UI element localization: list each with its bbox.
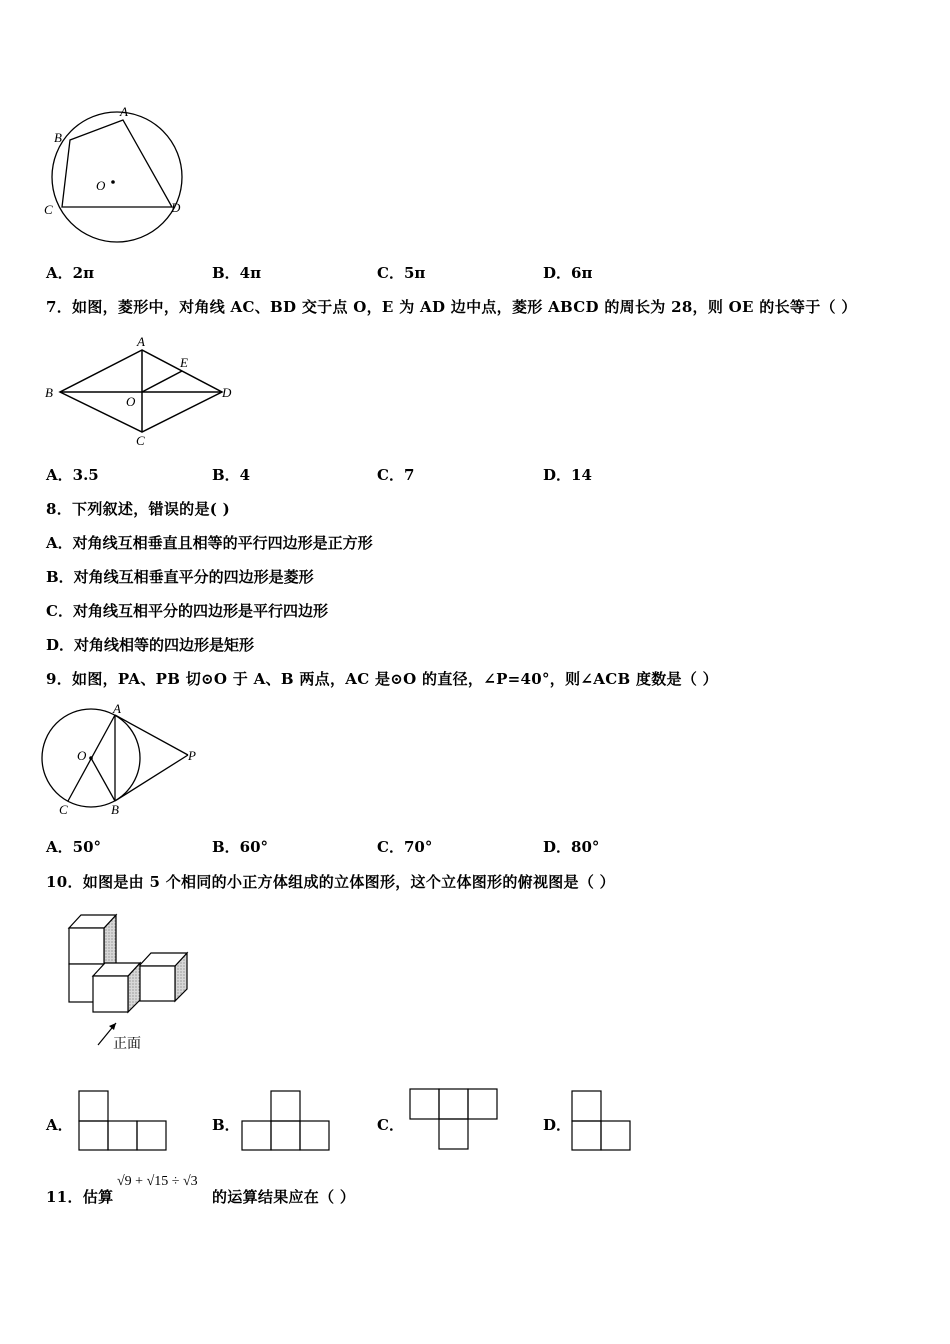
- q7-option-c: C．7: [377, 466, 415, 484]
- q11-expression: √9 + √15 ÷ √3: [117, 1174, 198, 1189]
- q9-segment-ob: [91, 758, 115, 801]
- q10-cube-right-front: [139, 966, 175, 1001]
- q7-option-a: A．3.5: [46, 466, 99, 484]
- q9-label-c: C: [59, 802, 68, 817]
- q10-option-d-figure: [571, 1090, 635, 1152]
- q9-tangent-pb: [115, 755, 188, 801]
- q10-option-d-letter: D．: [543, 1116, 572, 1134]
- q6-quadrilateral: [62, 120, 172, 207]
- q9-option-b: B．60°: [212, 838, 269, 856]
- q10-cube-front-front: [93, 976, 128, 1012]
- q10-option-c-figure: [409, 1088, 501, 1152]
- q6-label-b: B: [54, 130, 62, 145]
- q9-option-a: A．50°: [46, 838, 102, 856]
- q7-option-d: D．14: [543, 466, 592, 484]
- q10-option-b-letter: B．: [212, 1116, 240, 1134]
- q6-label-o: O: [96, 178, 106, 193]
- q6-option-b: B．4π: [212, 264, 262, 282]
- q10-stem: 10．如图是由 5 个相同的小正方体组成的立体图形，这个立体图形的俯视图是（ ）: [46, 873, 615, 891]
- q10-front-arrowhead: [109, 1023, 116, 1030]
- q10-option-c-letter: C．: [377, 1116, 404, 1134]
- q6-label-c: C: [44, 202, 53, 217]
- q6-label-d: D: [171, 200, 181, 215]
- q8-option-a: A．对角线互相垂直且相等的平行四边形是正方形: [46, 534, 373, 552]
- q7-label-d: D: [222, 385, 232, 400]
- q9-option-c: C．70°: [377, 838, 433, 856]
- q7-figure: [40, 330, 240, 450]
- q9-stem: 9．如图，PA、PB 切⊙O 于 A、B 两点，AC 是⊙O 的直径，∠P=40°，则∠ACB 度数是（ ）: [46, 670, 718, 688]
- q7-label-o: O: [126, 394, 136, 409]
- q7-rhombus: [60, 350, 222, 432]
- q6-option-a: A．2π: [46, 264, 95, 282]
- q11-stem-suffix: 的运算结果应在（ ）: [212, 1188, 356, 1206]
- q8-option-d: D．对角线相等的四边形是矩形: [46, 636, 255, 654]
- q9-figure: [40, 700, 210, 822]
- q6-circle: [52, 112, 182, 242]
- q9-tangent-pa: [115, 715, 188, 755]
- q8-option-b: B．对角线互相垂直平分的四边形是菱形: [46, 568, 314, 586]
- q7-label-b: B: [45, 385, 53, 400]
- q6-center-dot: [111, 180, 115, 184]
- q6-label-a: A: [120, 104, 128, 119]
- q10-option-a-letter: A．: [46, 1116, 73, 1134]
- q7-segment-oe: [142, 371, 182, 392]
- q10-option-b-figure: [241, 1090, 333, 1152]
- q7-label-c: C: [136, 433, 145, 448]
- q9-center-dot: [89, 756, 93, 760]
- q9-label-p: P: [188, 748, 196, 763]
- q7-label-e: E: [180, 355, 188, 370]
- q6-option-c: C．5π: [377, 264, 426, 282]
- q7-stem: 7．如图，菱形中，对角线 AC、BD 交于点 O，E 为 AD 边中点，菱形 ABCD 的周长为 28，则 OE 的长等于（ ）: [46, 298, 857, 316]
- q7-option-b: B．4: [212, 466, 251, 484]
- q10-front-label: 正面: [113, 1036, 141, 1052]
- q8-stem: 8．下列叙述，错误的是( ): [46, 500, 231, 518]
- q7-label-a: A: [137, 334, 145, 349]
- q9-label-a: A: [113, 701, 121, 716]
- q8-option-c: C．对角线互相平分的四边形是平行四边形: [46, 602, 328, 620]
- q9-label-o: O: [77, 748, 87, 763]
- q6-figure: [40, 100, 190, 250]
- q11-stem-prefix: 11．估算: [46, 1188, 114, 1206]
- q6-option-d: D．6π: [543, 264, 593, 282]
- q10-option-a-figure: [78, 1090, 170, 1152]
- q9-label-b: B: [111, 802, 119, 817]
- q9-option-d: D．80°: [543, 838, 600, 856]
- q10-cube-top-front: [69, 928, 104, 964]
